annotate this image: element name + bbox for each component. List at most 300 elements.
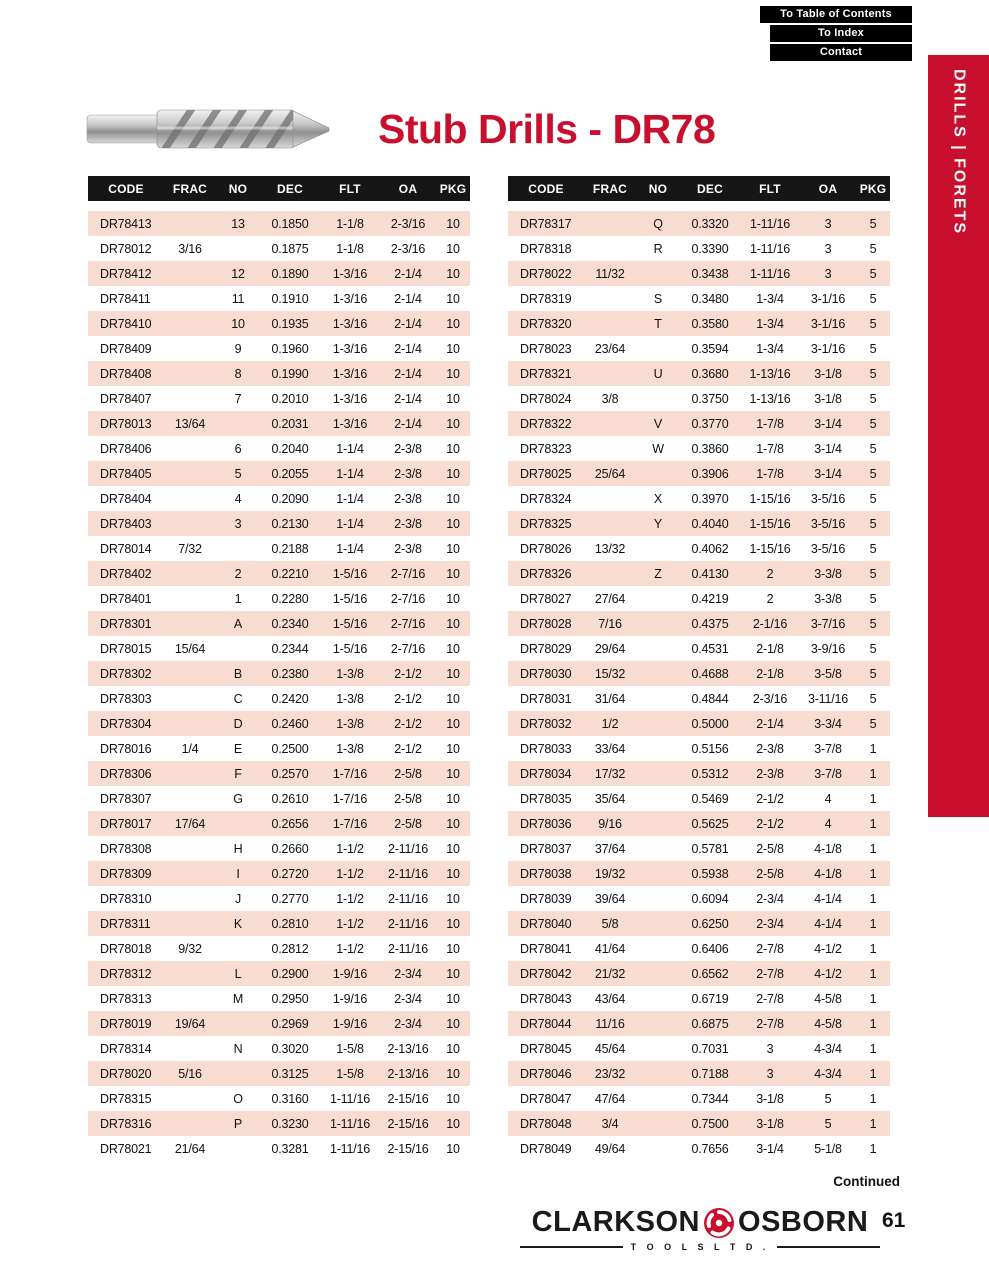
table-cell: 0.3230: [271, 1116, 309, 1131]
table-row: [508, 611, 890, 636]
table-cell: DR78318: [520, 241, 572, 256]
table-cell: 3-3/8: [814, 591, 842, 606]
table-cell: DR78024: [520, 391, 572, 406]
table-cell: 5: [869, 391, 877, 406]
table-cell: 10: [446, 866, 460, 881]
table-cell: 3-1/8: [814, 391, 842, 406]
table-cell: DR78039: [520, 891, 572, 906]
table-cell: DR78410: [100, 316, 152, 331]
table-cell: 10: [446, 691, 460, 706]
table-cell: 10: [446, 1116, 460, 1131]
table-cell: DR78301: [100, 616, 152, 631]
table-cell: 2-3/8: [394, 516, 422, 531]
table-cell: 45/64: [594, 1041, 626, 1056]
table-cell: DR78320: [520, 316, 572, 331]
table-cell: 2-1/16: [752, 616, 788, 631]
table-cell: 0.5000: [691, 716, 729, 731]
table-cell: DR78018: [100, 941, 152, 956]
table-cell: DR78413: [100, 216, 152, 231]
table-cell: 0.7188: [691, 1066, 729, 1081]
table-cell: 10: [446, 416, 460, 431]
table-cell: DR78026: [520, 541, 572, 556]
table-cell: 0.2420: [271, 691, 309, 706]
table-cell: DR78044: [520, 1016, 572, 1031]
table-cell: DR78306: [100, 766, 152, 781]
table-cell: 1-9/16: [332, 991, 368, 1006]
table-cell: 27/64: [594, 591, 626, 606]
table-cell: 10: [446, 216, 460, 231]
table-row: [508, 536, 890, 561]
table-cell: DR78037: [520, 841, 572, 856]
table-cell: DR78326: [520, 566, 572, 581]
table-cell: 19/32: [594, 866, 626, 881]
column-header-dec: DEC: [697, 181, 723, 196]
table-cell: DR78036: [520, 816, 572, 831]
table-cell: 1-1/2: [336, 841, 364, 856]
table-cell: 1: [869, 991, 877, 1006]
table-cell: 0.3390: [691, 241, 729, 256]
table-cell: 3-3/8: [814, 566, 842, 581]
table-cell: 0.3750: [691, 391, 729, 406]
table-cell: 0.4062: [691, 541, 729, 556]
table-cell: 0.1890: [271, 266, 309, 281]
table-cell: 5: [234, 466, 242, 481]
table-cell: DR78049: [520, 1141, 572, 1156]
table-cell: 2: [766, 566, 774, 581]
table-cell: 3-1/16: [810, 316, 846, 331]
table-cell: 0.3320: [691, 216, 729, 231]
table-cell: DR78321: [520, 366, 572, 381]
table-cell: 1-11/16: [329, 1116, 371, 1131]
table-cell: 0.7500: [691, 1116, 729, 1131]
table-cell: DR78017: [100, 816, 152, 831]
table-cell: Y: [653, 516, 663, 531]
column-header-flt: FLT: [339, 181, 361, 196]
table-cell: 1-1/2: [336, 916, 364, 931]
table-cell: 43/64: [594, 991, 626, 1006]
table-cell: DR78309: [100, 866, 152, 881]
table-cell: DR78032: [520, 716, 572, 731]
table-cell: DR78043: [520, 991, 572, 1006]
table-cell: 1-1/4: [336, 541, 364, 556]
table-cell: W: [652, 441, 664, 456]
page-title: Stub Drills - DR78: [378, 106, 716, 152]
table-cell: DR78405: [100, 466, 152, 481]
table-cell: DR78406: [100, 441, 152, 456]
table-cell: 1-1/2: [336, 891, 364, 906]
drill-bit-image: [85, 98, 333, 162]
table-cell: 4-5/8: [814, 991, 842, 1006]
table-row: [508, 586, 890, 611]
table-cell: 1-5/16: [332, 566, 368, 581]
table-cell: 3-5/16: [810, 541, 846, 556]
table-cell: 1-3/4: [756, 291, 784, 306]
table-cell: 11: [231, 291, 245, 306]
table-cell: Z: [654, 566, 662, 581]
column-header-flt: FLT: [759, 181, 781, 196]
table-cell: 10: [446, 241, 460, 256]
table-cell: 1-3/16: [332, 391, 368, 406]
table-row: [88, 1111, 470, 1136]
table-cell: DR78411: [100, 291, 151, 306]
table-cell: 4: [234, 491, 242, 506]
table-cell: 1-7/16: [332, 791, 368, 806]
logo-rule-left: [520, 1246, 623, 1248]
table-cell: DR78035: [520, 791, 572, 806]
table-cell: 0.5938: [691, 866, 729, 881]
table-row: [508, 711, 890, 736]
table-cell: 0.2500: [271, 741, 309, 756]
table-cell: 39/64: [594, 891, 626, 906]
table-cell: 2-13/16: [387, 1066, 429, 1081]
table-cell: 1-3/8: [336, 691, 364, 706]
table-cell: 5: [869, 516, 877, 531]
table-row: [508, 1136, 890, 1161]
table-cell: 5: [869, 266, 877, 281]
table-cell: 1-13/16: [749, 366, 791, 381]
table-cell: 2-1/2: [756, 791, 784, 806]
logo-subline: [520, 1242, 880, 1252]
table-cell: 0.2720: [271, 866, 309, 881]
table-row: [88, 636, 470, 661]
table-cell: DR78404: [100, 491, 152, 506]
table-row: [88, 436, 470, 461]
table-cell: 3/16: [178, 241, 202, 256]
table-cell: 5: [869, 616, 877, 631]
table-cell: DR78014: [100, 541, 152, 556]
table-cell: 2-1/4: [394, 366, 422, 381]
table-row: [88, 236, 470, 261]
table-cell: 1: [869, 1066, 877, 1081]
table-cell: 1-1/8: [336, 216, 364, 231]
table-cell: 10: [446, 1041, 460, 1056]
table-cell: 1-15/16: [749, 516, 791, 531]
to-table-of-contents-button[interactable]: To Table of Contents: [760, 6, 912, 23]
table-cell: 2-3/4: [756, 891, 784, 906]
table-cell: 3-7/8: [814, 741, 842, 756]
table-cell: DR78307: [100, 791, 152, 806]
table-cell: 1-3/4: [756, 316, 784, 331]
table-cell: 5: [869, 641, 877, 656]
table-row: [88, 861, 470, 886]
table-cell: 5: [869, 541, 877, 556]
table-row: [508, 686, 890, 711]
table-cell: DR78048: [520, 1116, 572, 1131]
table-cell: 0.3125: [271, 1066, 309, 1081]
table-cell: 0.7344: [691, 1091, 729, 1106]
table-row: [88, 836, 470, 861]
table-cell: 0.3580: [691, 316, 729, 331]
table-cell: 10: [446, 516, 460, 531]
table-cell: 2-11/16: [387, 891, 429, 906]
table-cell: 2-1/4: [394, 266, 422, 281]
table-cell: 2-7/8: [756, 991, 784, 1006]
table-cell: 2-5/8: [394, 816, 422, 831]
table-cell: 1-11/16: [749, 266, 791, 281]
table-cell: 1-1/4: [336, 466, 364, 481]
table-cell: 1-3/8: [336, 666, 364, 681]
table-cell: 3-3/4: [814, 716, 842, 731]
table-cell: 0.4844: [691, 691, 729, 706]
table-cell: DR78408: [100, 366, 152, 381]
table-cell: 10: [446, 766, 460, 781]
table-cell: 10: [446, 391, 460, 406]
table-cell: 2-7/16: [390, 616, 426, 631]
table-cell: DR78038: [520, 866, 572, 881]
table-cell: 2-1/2: [756, 816, 784, 831]
table-cell: 0.4531: [691, 641, 729, 656]
table-cell: 4-1/2: [814, 941, 842, 956]
table-cell: DR78325: [520, 516, 572, 531]
table-cell: 1-1/4: [336, 516, 364, 531]
table-cell: 3-1/4: [756, 1141, 784, 1156]
table-cell: 1-7/16: [332, 766, 368, 781]
table-cell: 0.2344: [271, 641, 309, 656]
table-body: [88, 211, 470, 1161]
table-cell: DR78016: [100, 741, 152, 756]
table-cell: 1-9/16: [332, 966, 368, 981]
table-cell: 10: [446, 741, 460, 756]
table-cell: 2-3/8: [756, 766, 784, 781]
table-cell: 4-1/8: [814, 841, 842, 856]
table-cell: 3/4: [601, 1116, 619, 1131]
table-row: [88, 961, 470, 986]
table-cell: 10: [446, 616, 460, 631]
table-cell: 2-1/8: [756, 641, 784, 656]
table-cell: 1-11/16: [749, 241, 791, 256]
table-cell: 1: [869, 1116, 877, 1131]
table-cell: 4: [824, 816, 832, 831]
table-cell: 0.3594: [691, 341, 729, 356]
table-cell: 1-3/8: [336, 741, 364, 756]
table-cell: DR78302: [100, 666, 152, 681]
table-cell: 0.2040: [271, 441, 309, 456]
table-cell: 2-7/16: [390, 566, 426, 581]
table-cell: 0.3281: [271, 1141, 309, 1156]
table-cell: 3/8: [601, 391, 619, 406]
table-cell: 3-1/8: [756, 1116, 784, 1131]
table-cell: 1-7/8: [756, 416, 784, 431]
table-cell: DR78322: [520, 416, 572, 431]
table-cell: 1: [869, 791, 877, 806]
table-cell: 10: [446, 441, 460, 456]
table-cell: DR78310: [100, 891, 152, 906]
table-row: [508, 1061, 890, 1086]
table-cell: 1-13/16: [749, 391, 791, 406]
table-cell: 2-11/16: [387, 841, 429, 856]
table-cell: 2-1/2: [394, 716, 422, 731]
table-cell: 0.1935: [271, 316, 309, 331]
table-cell: 1-5/16: [332, 591, 368, 606]
table-cell: 35/64: [594, 791, 626, 806]
table-cell: 3: [234, 516, 242, 531]
stub-drills-table-right: [508, 176, 890, 1161]
table-row: [508, 236, 890, 261]
table-cell: 21/64: [174, 1141, 206, 1156]
table-cell: 19/64: [174, 1016, 206, 1031]
table-cell: 0.2055: [271, 466, 309, 481]
logo-subtext: T O O L S L T D .: [630, 1242, 770, 1252]
table-cell: 2-3/16: [390, 241, 426, 256]
table-cell: 0.3906: [691, 466, 729, 481]
table-cell: M: [232, 991, 244, 1006]
contact-button[interactable]: Contact: [770, 44, 912, 61]
table-cell: 2-3/8: [394, 491, 422, 506]
table-cell: 2-7/16: [390, 641, 426, 656]
table-body: [508, 211, 890, 1161]
table-cell: 0.4130: [691, 566, 729, 581]
table-cell: 2-5/8: [756, 866, 784, 881]
table-cell: 0.5625: [691, 816, 729, 831]
table-cell: 10: [446, 466, 460, 481]
table-cell: V: [653, 416, 663, 431]
table-cell: 3-1/4: [814, 416, 842, 431]
table-cell: 2-7/8: [756, 966, 784, 981]
table-cell: 1: [234, 591, 242, 606]
table-cell: 5: [869, 666, 877, 681]
table-cell: 0.3020: [271, 1041, 309, 1056]
table-cell: 2-1/2: [394, 666, 422, 681]
table-row: [88, 761, 470, 786]
table-cell: DR78012: [100, 241, 152, 256]
table-cell: 10: [446, 541, 460, 556]
table-cell: 1: [869, 841, 877, 856]
table-cell: K: [233, 916, 243, 931]
table-cell: 4-1/4: [814, 916, 842, 931]
table-cell: 5: [824, 1091, 832, 1106]
table-cell: 2-3/4: [756, 916, 784, 931]
table-cell: 5: [869, 441, 877, 456]
table-cell: 3: [766, 1041, 774, 1056]
table-cell: 0.5156: [691, 741, 729, 756]
table-row: [508, 211, 890, 236]
table-cell: 1-1/4: [336, 441, 364, 456]
table-cell: 13/32: [594, 541, 626, 556]
table-row: [508, 336, 890, 361]
table-row: [508, 736, 890, 761]
table-cell: 0.1960: [271, 341, 309, 356]
table-cell: 6: [234, 441, 242, 456]
table-cell: 1: [869, 891, 877, 906]
table-cell: 10: [446, 1066, 460, 1081]
table-cell: 1-3/16: [332, 316, 368, 331]
table-cell: 4-1/2: [814, 966, 842, 981]
column-header-oa: OA: [818, 181, 838, 196]
table-cell: 10: [446, 966, 460, 981]
table-cell: 2-1/4: [756, 716, 784, 731]
table-row: [88, 311, 470, 336]
table-row: [508, 411, 890, 436]
to-index-button[interactable]: To Index: [770, 25, 912, 42]
table-cell: 10: [446, 1091, 460, 1106]
column-header-no: NO: [648, 181, 668, 196]
table-cell: 0.3770: [691, 416, 729, 431]
table-cell: DR78412: [100, 266, 152, 281]
table-cell: E: [233, 741, 243, 756]
table-cell: 0.3160: [271, 1091, 309, 1106]
table-cell: 5/8: [601, 916, 619, 931]
table-cell: 5: [869, 566, 877, 581]
table-cell: 0.3680: [691, 366, 729, 381]
table-cell: 0.6875: [691, 1016, 729, 1031]
column-header-oa: OA: [398, 181, 418, 196]
table-cell: 0.2130: [271, 516, 309, 531]
table-cell: 0.2660: [271, 841, 309, 856]
table-cell: 1-15/16: [749, 491, 791, 506]
table-cell: 23/64: [594, 341, 626, 356]
table-cell: DR78047: [520, 1091, 572, 1106]
table-cell: 2-1/4: [394, 316, 422, 331]
table-cell: 1-7/8: [756, 466, 784, 481]
table-cell: 1: [869, 1091, 877, 1106]
table-row: [508, 561, 890, 586]
table-cell: 1-3/4: [756, 341, 784, 356]
table-cell: 0.2950: [271, 991, 309, 1006]
table-cell: 10: [446, 1141, 460, 1156]
table-row: [508, 436, 890, 461]
table-row: [88, 1136, 470, 1161]
table-row: [88, 561, 470, 586]
table-cell: 1-5/16: [332, 641, 368, 656]
table-cell: DR78319: [520, 291, 572, 306]
table-cell: 0.2280: [271, 591, 309, 606]
table-cell: 0.2031: [271, 416, 309, 431]
table-cell: 5: [869, 216, 877, 231]
table-cell: 2-1/2: [394, 691, 422, 706]
table-cell: 0.1875: [271, 241, 309, 256]
table-cell: 10: [446, 941, 460, 956]
table-cell: 10: [446, 266, 460, 281]
table-cell: X: [653, 491, 663, 506]
table-cell: 0.4375: [691, 616, 729, 631]
table-cell: 1: [869, 966, 877, 981]
table-row: [508, 1111, 890, 1136]
table-cell: 0.6719: [691, 991, 729, 1006]
table-cell: 1-3/16: [332, 366, 368, 381]
table-cell: 8: [234, 366, 242, 381]
table-cell: DR78303: [100, 691, 152, 706]
table-cell: 0.2570: [271, 766, 309, 781]
table-row: [88, 1011, 470, 1036]
table-cell: 5: [869, 341, 877, 356]
table-row: [508, 786, 890, 811]
table-cell: 1/2: [601, 716, 619, 731]
table-row: [88, 911, 470, 936]
table-row: [508, 636, 890, 661]
table-cell: 10: [446, 716, 460, 731]
table-cell: 1-1/4: [336, 491, 364, 506]
section-sidebar-tab[interactable]: [928, 55, 989, 817]
table-cell: 3: [824, 266, 832, 281]
table-cell: 2-3/8: [394, 466, 422, 481]
table-cell: 10: [446, 291, 460, 306]
table-cell: 10: [446, 366, 460, 381]
table-cell: 1: [869, 916, 877, 931]
table-cell: DR78304: [100, 716, 152, 731]
table-header-row: [88, 176, 470, 201]
table-cell: 33/64: [594, 741, 626, 756]
table-cell: 5-1/8: [814, 1141, 842, 1156]
table-cell: DR78034: [520, 766, 572, 781]
table-cell: C: [233, 691, 243, 706]
table-row: [508, 911, 890, 936]
table-cell: 0.2380: [271, 666, 309, 681]
table-row: [88, 886, 470, 911]
table-cell: 5: [869, 416, 877, 431]
table-row: [88, 336, 470, 361]
table-cell: 1-11/16: [329, 1091, 371, 1106]
table-cell: DR78033: [520, 741, 572, 756]
